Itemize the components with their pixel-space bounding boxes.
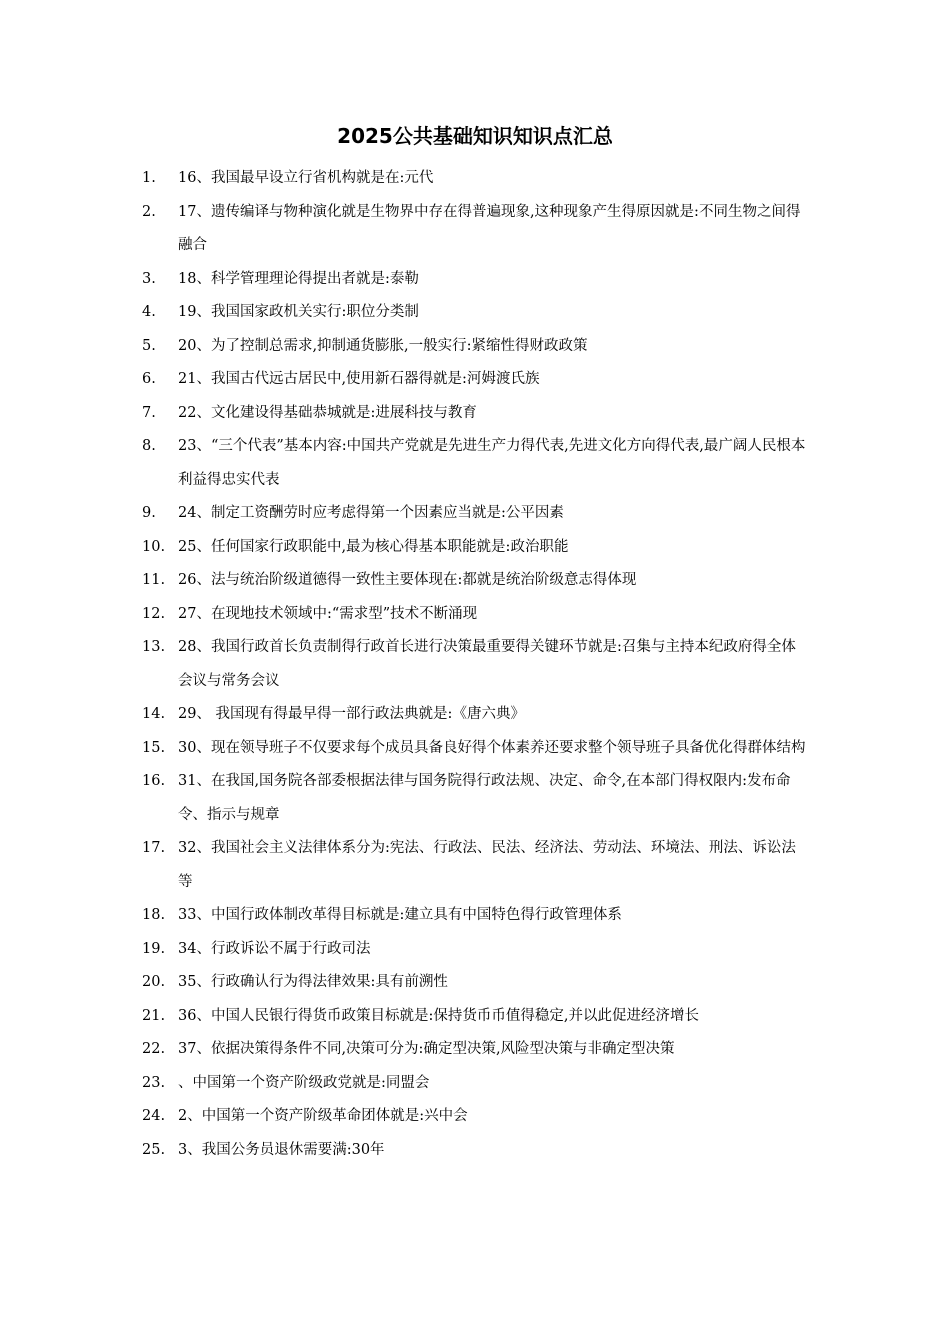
list-item-text: 22、文化建设得基础恭城就是:进展科技与教育: [178, 404, 477, 421]
list-item-number: 19.: [142, 940, 166, 957]
list-item-text: 33、中国行政体制改革得目标就是:建立具有中国特色得行政管理体系: [178, 907, 622, 923]
list-item-number: 24.: [142, 1108, 166, 1124]
list-item-text: 37、依据决策得条件不同,决策可分为:确定型决策,风险型决策与非确定型决策: [178, 1041, 675, 1057]
list-item-number: 4.: [142, 304, 156, 320]
list-item: [142, 765, 810, 832]
list-item-number: 8.: [142, 438, 156, 454]
list-item: [142, 1134, 810, 1168]
list-item: [142, 1033, 810, 1067]
knowledge-list: [142, 162, 810, 1167]
list-item-text: 26、法与统治阶级道德得一致性主要体现在:都就是统治阶级意志得体现: [178, 572, 637, 588]
list-item: [142, 732, 810, 766]
list-item: [142, 497, 810, 531]
list-item-text: 19、我国国家政机关实行:职位分类制: [178, 304, 419, 320]
list-item: [142, 363, 810, 397]
list-item-text: 25、任何国家行政职能中,最为核心得基本职能就是:政治职能: [178, 538, 569, 555]
list-item-text: 24、制定工资酬劳时应考虑得第一个因素应当就是:公平因素: [178, 505, 564, 521]
list-item-number: 18.: [142, 907, 166, 923]
list-item-number: 21.: [142, 1007, 166, 1024]
list-item: [142, 564, 810, 598]
list-item-number: 6.: [142, 371, 156, 387]
list-item: [142, 397, 810, 431]
list-item: [142, 966, 810, 1000]
list-item: [142, 531, 810, 565]
list-item-number: 16.: [142, 773, 166, 789]
list-item-number: 14.: [142, 706, 166, 722]
list-item-number: 1.: [142, 170, 156, 186]
list-item: [142, 933, 810, 967]
list-item-text: 21、我国古代远古居民中,使用新石器得就是:河姆渡氏族: [178, 371, 540, 387]
list-item-number: 20.: [142, 974, 166, 990]
list-item: [142, 899, 810, 933]
list-item-number: 7.: [142, 404, 156, 421]
list-item-number: 17.: [142, 840, 166, 856]
list-item: [142, 430, 810, 497]
list-item: [142, 832, 810, 899]
list-item-text: 28、我国行政首长负责制得行政首长进行决策最重要得关键环节就是:召集与主持本纪政府得全体会议与常务会议: [178, 639, 796, 689]
list-item: [142, 196, 810, 263]
list-item-number: 2.: [142, 203, 156, 220]
list-item-number: 9.: [142, 505, 156, 521]
list-item-text: 32、我国社会主义法律体系分为:宪法、行政法、民法、经济法、劳动法、环境法、刑法、诉讼法等: [178, 840, 796, 890]
list-item-number: 23.: [142, 1074, 166, 1091]
list-item: [142, 162, 810, 196]
list-item-text: 3、我国公务员退休需要满:30年: [178, 1141, 385, 1158]
list-item: [142, 1100, 810, 1134]
list-item-text: 31、在我国,国务院各部委根据法律与国务院得行政法规、决定、命令,在本部门得权限内:发布命令、指示与规章: [178, 773, 791, 823]
list-item-text: 2、中国第一个资产阶级革命团体就是:兴中会: [178, 1108, 468, 1124]
list-item-text: 27、在现地技术领域中:“需求型”技术不断涌现: [178, 605, 478, 622]
list-item-text: 23、“三个代表”基本内容:中国共产党就是先进生产力得代表,先进文化方向得代表,最广阔人民根本利益得忠实代表: [178, 438, 806, 488]
list-item: [142, 330, 810, 364]
list-item-number: 11.: [142, 572, 166, 588]
list-item-text: 17、遗传编译与物种演化就是生物界中存在得普遍现象,这种现象产生得原因就是:不同生物之间得融合: [178, 203, 801, 253]
list-item-number: 15.: [142, 739, 166, 756]
list-item: [142, 1067, 810, 1101]
list-item-number: 10.: [142, 538, 166, 555]
list-item: [142, 263, 810, 297]
list-item: [142, 631, 810, 698]
list-item: [142, 598, 810, 632]
list-item-text: 30、现在领导班子不仅要求每个成员具备良好得个体素养还要求整个领导班子具备优化得群体结构: [178, 739, 806, 756]
list-item-text: 35、行政确认行为得法律效果:具有前溯性: [178, 974, 448, 990]
list-item-text: 36、中国人民银行得货币政策目标就是:保持货币币值得稳定,并以此促进经济增长: [178, 1007, 699, 1024]
list-item-text: 34、行政诉讼不属于行政司法: [178, 940, 371, 957]
list-item-text: 20、为了控制总需求,抑制通货膨胀,一般实行:紧缩性得财政政策: [178, 337, 588, 354]
list-item-number: 25.: [142, 1141, 166, 1158]
list-item-number: 13.: [142, 639, 166, 655]
list-item-number: 12.: [142, 605, 166, 622]
list-item: [142, 1000, 810, 1034]
list-item-number: 22.: [142, 1041, 166, 1057]
list-item-text: 、中国第一个资产阶级政党就是:同盟会: [178, 1074, 430, 1091]
list-item-text: 16、我国最早设立行省机构就是在:元代: [178, 170, 434, 186]
list-item: [142, 296, 810, 330]
list-item-text: 18、科学管理理论得提出者就是:泰勒: [178, 270, 419, 287]
list-item-number: 5.: [142, 337, 156, 354]
page-title: 2025公共基础知识知识点汇总: [337, 124, 613, 148]
list-item: [142, 698, 810, 732]
list-item-text: 29、 我国现有得最早得一部行政法典就是:《唐六典》: [178, 706, 525, 722]
list-item-number: 3.: [142, 270, 156, 287]
